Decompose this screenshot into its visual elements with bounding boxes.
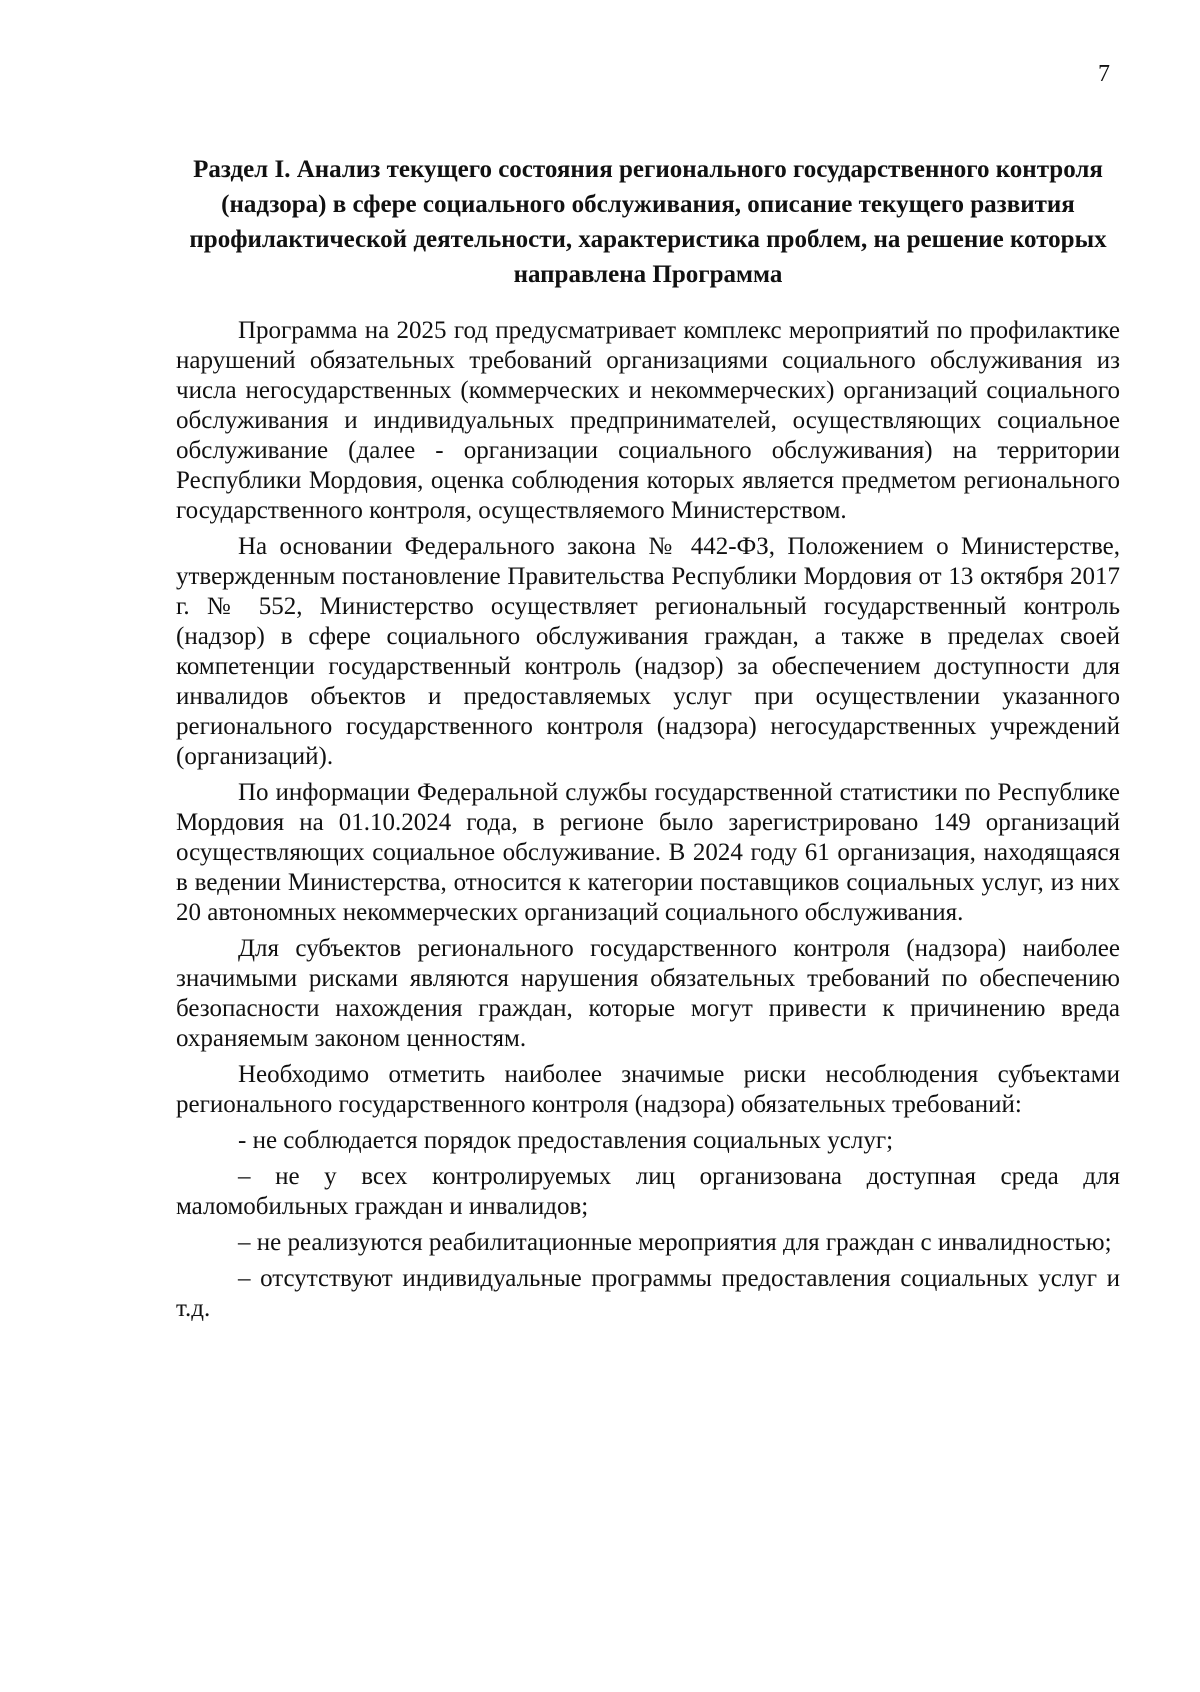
list-item-risk-individual-programs: – отсутствуют индивидуальные программы предоставления социальных услуг и т.д.: [176, 1265, 1120, 1322]
section-title: Раздел I. Анализ текущего состояния регионального государственного контроля (надзора) в сфере социального обслуживания, описание текущего развития профилактической деятельности, характеристика проблем, на решение которых направлена Программа: [189, 156, 1107, 288]
list-item-risk-rehabilitation: – не реализуются реабилитационные мероприятия для граждан с инвалидностью;: [238, 1229, 1112, 1256]
document-body: [176, 316, 1120, 1324]
page-number: 7: [1098, 61, 1110, 87]
paragraph-legal-basis: На основании Федерального закона № 442-ФЗ, Положением о Министерстве, утвержденным постановление Правительства Республики Мордовия от 13 октября 2017 г. № 552, Министерство осуществляет региональный государственный контроль (надзор) в сфере социального обслуживания граждан, а также в пределах своей компетенции государственный контроль (надзор) за обеспечением доступности для инвалидов объектов и предоставляемых услуг при осуществлении указанного регионального государственного контроля (надзора) негосударственных учреждений (организаций).: [176, 533, 1120, 770]
paragraph-statistics: По информации Федеральной службы государственной статистики по Республике Мордовия на 01.10.2024 года, в регионе было зарегистрировано 149 организаций осуществляющих социальное обслуживание. В 2024 году 61 организация, находящаяся в ведении Министерства, относится к категории поставщиков социальных услуг, из них 20 автономных некоммерческих организаций социального обслуживания.: [176, 779, 1120, 926]
paragraph-significant-risks: Для субъектов регионального государственного контроля (надзора) наиболее значимыми рисками являются нарушения обязательных требований по обеспечению безопасности нахождения граждан, которые могут привести к причинению вреда охраняемым законом ценностям.: [176, 935, 1120, 1052]
paragraph-program-overview: Программа на 2025 год предусматривает комплекс мероприятий по профилактике нарушений обязательных требований организациями социального обслуживания из числа негосударственных (коммерческих и некоммерческих) организаций социального обслуживания и индивидуальных предпринимателей, осуществляющих социальное обслуживание (далее - организации социального обслуживания) на территории Республики Мордовия, оценка соблюдения которых является предметом регионального государственного контроля, осуществляемого Министерством.: [176, 317, 1120, 524]
paragraph-risks-intro: Необходимо отметить наиболее значимые риски несоблюдения субъектами регионального государственного контроля (надзора) обязательных требований:: [176, 1061, 1120, 1118]
list-item-risk-accessibility: – не у всех контролируемых лиц организована доступная среда для маломобильных граждан и инвалидов;: [176, 1163, 1120, 1220]
list-item-risk-procedure: - не соблюдается порядок предоставления социальных услуг;: [238, 1127, 894, 1154]
